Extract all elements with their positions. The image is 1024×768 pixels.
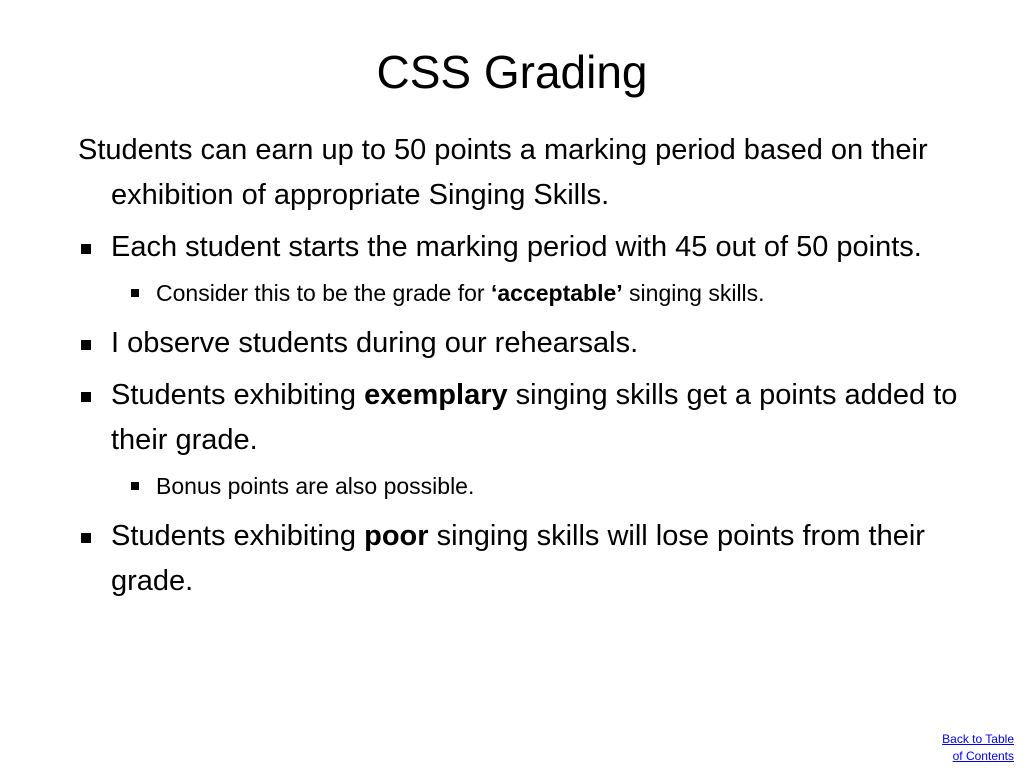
bullet-text-post: singing skills. xyxy=(622,280,765,306)
slide-body xyxy=(78,128,978,611)
sub-bullet-bonus xyxy=(78,470,978,502)
bullet-start-points xyxy=(78,225,978,270)
square-bullet-icon xyxy=(81,392,91,402)
bullet-exemplary xyxy=(78,373,978,463)
square-bullet-icon xyxy=(131,482,139,490)
back-link-line1: Back to Table xyxy=(942,732,1014,746)
bullet-text-bold: ‘acceptable’ xyxy=(490,280,623,306)
intro-paragraph: Students can earn up to 50 points a marking period based on their exhibition of appropriate Singing Skills. xyxy=(78,134,928,211)
bullet-text-pre: Students exhibiting xyxy=(111,520,365,552)
bullet-text: I observe students during our rehearsals. xyxy=(111,327,639,359)
bullet-text-pre: Students exhibiting xyxy=(111,379,365,411)
bullet-text: Each student starts the marking period with 45 out of 50 points. xyxy=(111,231,922,263)
slide-title: CSS Grading xyxy=(376,46,648,98)
bullet-poor xyxy=(78,514,978,604)
bullet-observe xyxy=(78,321,978,366)
square-bullet-icon xyxy=(131,289,139,297)
bullet-text: Bonus points are also possible. xyxy=(156,473,475,499)
sub-bullet-acceptable xyxy=(78,277,978,309)
bullet-text-bold: poor xyxy=(364,520,429,552)
bullet-text-pre: Consider this to be the grade for xyxy=(156,280,491,306)
back-to-toc-link[interactable] xyxy=(942,731,1014,765)
bullet-text-post: singing skills will lose points from their grade. xyxy=(111,520,925,597)
square-bullet-icon xyxy=(81,533,91,543)
square-bullet-icon xyxy=(81,340,91,350)
bullet-text-post: singing skills get a points added to their grade. xyxy=(111,379,958,456)
back-link-line2: of Contents xyxy=(952,749,1014,763)
square-bullet-icon xyxy=(81,244,91,254)
bullet-text-bold: exemplary xyxy=(364,379,508,411)
